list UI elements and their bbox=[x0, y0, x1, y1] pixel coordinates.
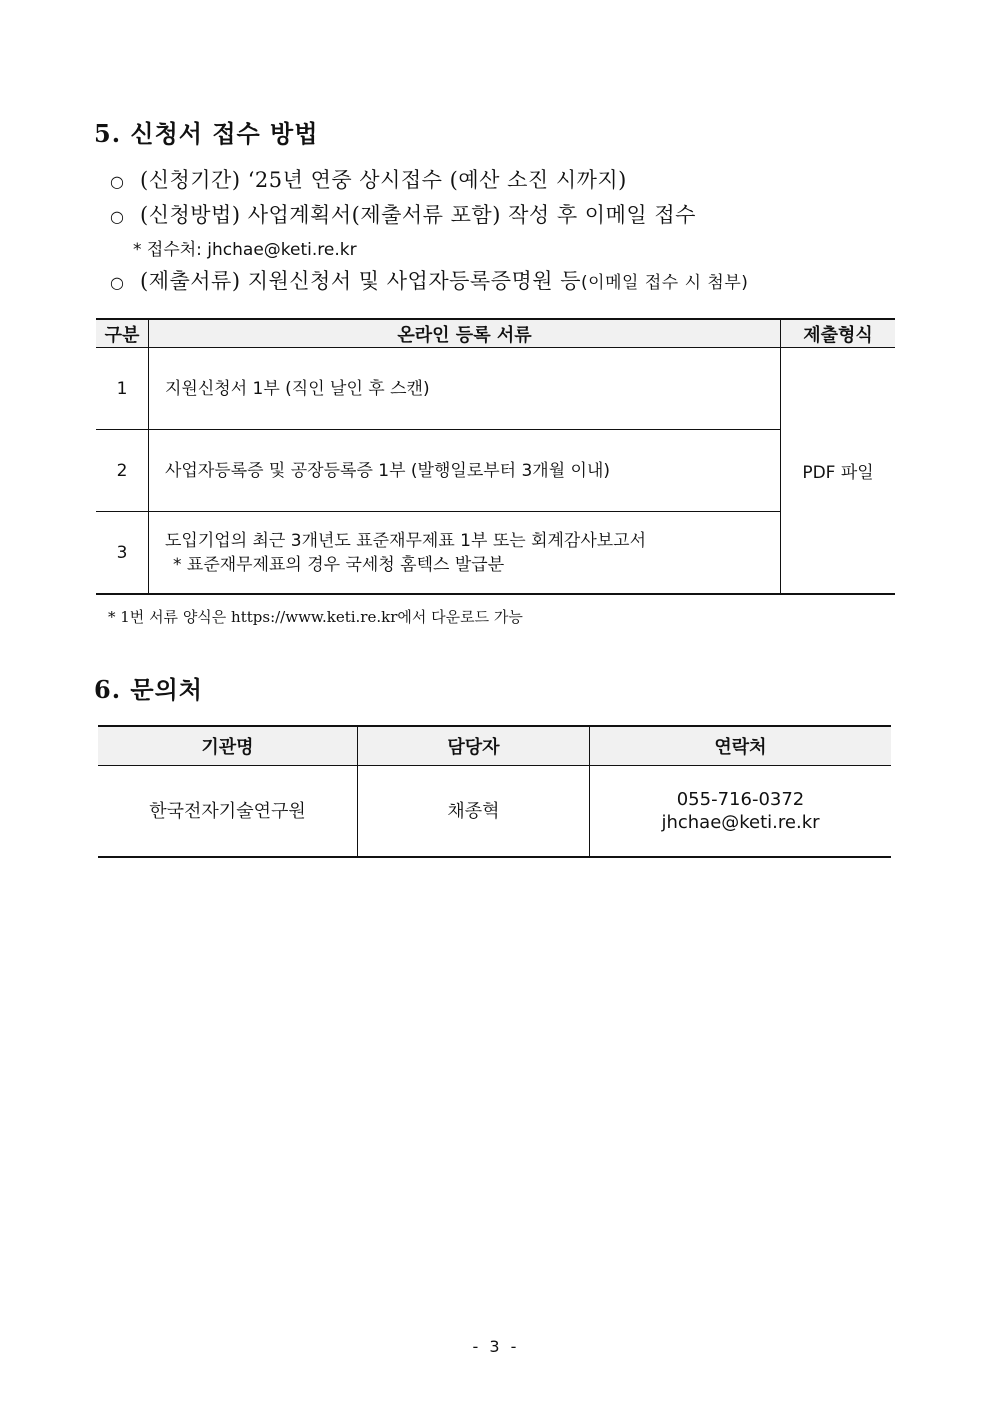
row-description-main: 도입기업의 최근 3개년도 표준재무제표 1부 또는 회계감사보고서 bbox=[165, 530, 647, 551]
header-organization: 기관명 bbox=[98, 726, 358, 766]
circle-bullet-icon: ○ bbox=[110, 172, 125, 191]
contact-info bbox=[590, 766, 892, 858]
contact-person: 채종혁 bbox=[358, 766, 590, 858]
row-number: 1 bbox=[96, 348, 149, 430]
bullet-required-documents bbox=[110, 265, 748, 295]
reception-email-note: * 접수처: jhchae@keti.re.kr bbox=[133, 240, 357, 260]
bullet-suffix: (이메일 접수 시 첨부) bbox=[581, 273, 749, 293]
circle-bullet-icon: ○ bbox=[110, 273, 125, 292]
row-description bbox=[149, 512, 781, 595]
page-number: - 3 - bbox=[472, 1337, 520, 1356]
section5-title: 5. 신청서 접수 방법 bbox=[94, 119, 319, 148]
organization-name: 한국전자기술연구원 bbox=[98, 766, 358, 858]
table-row bbox=[96, 430, 895, 512]
header-category: 구분 bbox=[96, 319, 149, 348]
header-contact: 연락처 bbox=[590, 726, 892, 766]
table-footnote: * 1번 서류 양식은 https://www.keti.re.kr에서 다운로드 가능 bbox=[108, 608, 523, 626]
table-row bbox=[96, 512, 895, 595]
bullet-text: (신청방법) 사업계획서(제출서류 포함) 작성 후 이메일 접수 bbox=[140, 203, 696, 227]
bullet-application-method bbox=[110, 199, 696, 229]
row-number: 2 bbox=[96, 430, 149, 512]
table-header-row bbox=[98, 726, 891, 766]
header-person: 담당자 bbox=[358, 726, 590, 766]
table-header-row bbox=[96, 319, 895, 348]
header-documents: 온라인 등록 서류 bbox=[149, 319, 781, 348]
bullet-text: (제출서류) 지원신청서 및 사업자등록증명원 등 bbox=[140, 269, 582, 293]
contact-email: jhchae@keti.re.kr bbox=[661, 812, 820, 833]
table-row bbox=[96, 348, 895, 430]
header-format: 제출형식 bbox=[781, 319, 896, 348]
circle-bullet-icon: ○ bbox=[110, 207, 125, 226]
bullet-application-period bbox=[110, 164, 627, 194]
row-description: 사업자등록증 및 공장등록증 1부 (발행일로부터 3개월 이내) bbox=[149, 430, 781, 512]
contact-table bbox=[98, 725, 891, 858]
submission-format: PDF 파일 bbox=[781, 348, 896, 595]
section6-title: 6. 문의처 bbox=[94, 675, 203, 704]
contact-phone: 055-716-0372 bbox=[676, 789, 805, 810]
table-row bbox=[98, 766, 891, 858]
row-number: 3 bbox=[96, 512, 149, 595]
documents-table bbox=[96, 318, 895, 595]
bullet-text: (신청기간) ‘25년 연중 상시접수 (예산 소진 시까지) bbox=[140, 168, 627, 192]
row-description-note: * 표준재무제표의 경우 국세청 홈텍스 발급분 bbox=[173, 554, 505, 575]
row-description: 지원신청서 1부 (직인 날인 후 스캔) bbox=[149, 348, 781, 430]
